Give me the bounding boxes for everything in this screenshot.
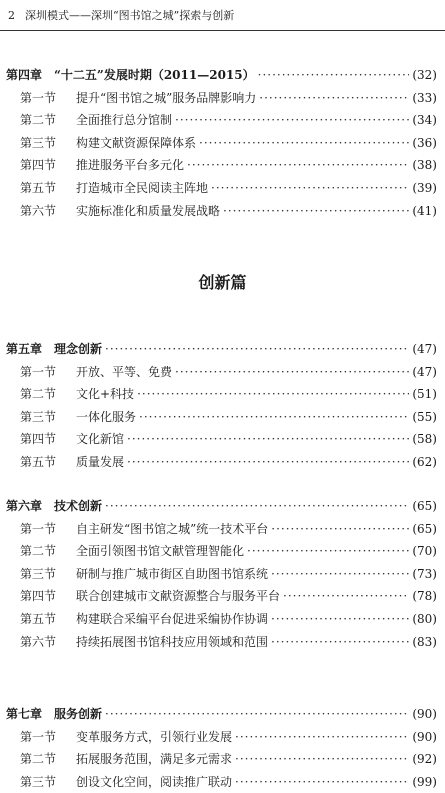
toc-section-entry[interactable] xyxy=(6,726,437,749)
entry-title: 理念创新 xyxy=(54,342,103,356)
toc-section-entry[interactable] xyxy=(6,563,437,586)
entry-page: (65) xyxy=(412,521,437,536)
toc-chapter-entry[interactable] xyxy=(6,64,437,87)
entry-title: 实施标准化和质量发展战略 xyxy=(76,203,221,218)
entry-number: 第一节 xyxy=(20,364,57,379)
entry-number: 第四章 xyxy=(6,68,43,82)
toc-chapter-entry[interactable] xyxy=(6,495,437,518)
toc-section-entry[interactable] xyxy=(6,200,437,223)
entry-page: (47) xyxy=(412,364,437,379)
entry-page: (33) xyxy=(412,90,437,105)
entry-page: (38) xyxy=(412,158,437,173)
entry-page: (92) xyxy=(412,752,437,767)
entry-number: 第七章 xyxy=(6,707,43,721)
leader-dots xyxy=(235,748,409,771)
entry-number: 第四节 xyxy=(20,432,57,447)
toc-chapter-5 xyxy=(6,338,437,474)
toc-chapter-entry[interactable] xyxy=(6,703,437,726)
toc-section-entry[interactable] xyxy=(6,177,437,200)
toc-section-entry[interactable] xyxy=(6,518,437,541)
entry-number: 第五节 xyxy=(20,454,57,469)
toc-section-entry[interactable] xyxy=(6,154,437,177)
entry-number: 第六节 xyxy=(20,634,57,649)
entry-page: (65) xyxy=(412,499,437,513)
entry-title: 一体化服务 xyxy=(76,409,137,424)
entry-page: (80) xyxy=(412,611,437,626)
entry-number: 第三节 xyxy=(20,774,57,789)
leader-dots xyxy=(259,87,409,110)
leader-dots xyxy=(223,200,409,223)
toc-chapter-entry[interactable] xyxy=(6,338,437,361)
toc-section-entry[interactable] xyxy=(6,585,437,608)
entry-title: 推进服务平台多元化 xyxy=(76,158,185,173)
leader-dots xyxy=(139,406,409,429)
running-head xyxy=(8,8,437,24)
entry-number: 第二节 xyxy=(20,752,57,767)
entry-title: 构建联合采编平台促进采编协作协调 xyxy=(76,611,269,626)
leader-dots xyxy=(211,177,409,200)
toc-section-entry[interactable] xyxy=(6,540,437,563)
entry-title: “十二五”发展时期（2011—2015） xyxy=(54,68,255,82)
entry-title: 构建文献资源保障体系 xyxy=(76,135,197,150)
entry-page: (73) xyxy=(412,566,437,581)
entry-number: 第二节 xyxy=(20,544,57,559)
entry-page: (90) xyxy=(412,729,437,744)
entry-number: 第五章 xyxy=(6,342,43,356)
entry-number: 第二节 xyxy=(20,387,57,402)
entry-page: (83) xyxy=(412,634,437,649)
leader-dots xyxy=(137,383,409,406)
part-title: 创新篇 xyxy=(198,273,247,292)
toc-chapter-6 xyxy=(6,495,437,653)
toc-section-entry[interactable] xyxy=(6,132,437,155)
leader-dots xyxy=(247,540,409,563)
entry-page: (36) xyxy=(412,135,437,150)
entry-page: (58) xyxy=(412,432,437,447)
entry-number: 第一节 xyxy=(20,521,57,536)
book-title: 深圳模式——深圳“图书馆之城”探索与创新 xyxy=(25,9,235,22)
toc-section-entry[interactable] xyxy=(6,631,437,654)
entry-title: 全面引领图书馆文献管理智能化 xyxy=(76,544,245,559)
entry-number: 第五节 xyxy=(20,180,57,195)
toc-section-entry[interactable] xyxy=(6,748,437,771)
toc-section-entry[interactable] xyxy=(6,608,437,631)
entry-title: 提升“图书馆之城”服务品牌影响力 xyxy=(76,90,257,105)
entry-page: (47) xyxy=(412,342,437,356)
leader-dots xyxy=(271,518,409,541)
toc-chapter-4 xyxy=(6,64,437,222)
leader-dots xyxy=(235,771,409,793)
entry-title: 质量发展 xyxy=(76,454,125,469)
toc-section-entry[interactable] xyxy=(6,383,437,406)
entry-title: 联合创建城市文献资源整合与服务平台 xyxy=(76,589,281,604)
entry-title: 全面推行总分馆制 xyxy=(76,113,173,128)
toc-section-entry[interactable] xyxy=(6,451,437,474)
entry-number: 第四节 xyxy=(20,158,57,173)
entry-title: 开放、平等、免费 xyxy=(76,364,173,379)
entry-page: (39) xyxy=(412,180,437,195)
toc-section-entry[interactable] xyxy=(6,428,437,451)
leader-dots xyxy=(199,132,409,155)
entry-number: 第五节 xyxy=(20,611,57,626)
entry-title: 服务创新 xyxy=(54,707,103,721)
entry-number: 第三节 xyxy=(20,135,57,150)
entry-title: 技术创新 xyxy=(54,499,103,513)
entry-page: (90) xyxy=(412,707,437,721)
leader-dots xyxy=(271,608,409,631)
entry-number: 第六章 xyxy=(6,499,43,513)
entry-number: 第一节 xyxy=(20,729,57,744)
leader-dots xyxy=(105,703,409,726)
entry-page: (41) xyxy=(412,203,437,218)
leader-dots xyxy=(127,428,409,451)
leader-dots xyxy=(105,338,409,361)
entry-number: 第四节 xyxy=(20,589,57,604)
toc-section-entry[interactable] xyxy=(6,109,437,132)
toc-section-entry[interactable] xyxy=(6,406,437,429)
leader-dots xyxy=(235,726,409,749)
leader-dots xyxy=(271,563,409,586)
leader-dots xyxy=(258,64,410,87)
toc-section-entry[interactable] xyxy=(6,361,437,384)
entry-page: (99) xyxy=(412,774,437,789)
entry-title: 拓展服务范围，满足多元需求 xyxy=(76,752,233,767)
entry-title: 持续拓展图书馆科技应用领域和范围 xyxy=(76,634,269,649)
leader-dots xyxy=(175,361,409,384)
entry-page: (70) xyxy=(412,544,437,559)
toc-section-entry[interactable] xyxy=(6,771,437,793)
entry-title: 打造城市全民阅读主阵地 xyxy=(76,180,209,195)
entry-number: 第三节 xyxy=(20,409,57,424)
entry-number: 第一节 xyxy=(20,90,57,105)
entry-title: 创设文化空间，阅读推广联动 xyxy=(76,774,233,789)
leader-dots xyxy=(175,109,409,132)
entry-title: 文化新馆 xyxy=(76,432,125,447)
entry-number: 第三节 xyxy=(20,566,57,581)
entry-page: (32) xyxy=(412,68,437,82)
leader-dots xyxy=(271,631,409,654)
leader-dots xyxy=(283,585,409,608)
leader-dots xyxy=(105,495,409,518)
leader-dots xyxy=(127,451,409,474)
entry-number: 第六节 xyxy=(20,203,57,218)
entry-number: 第二节 xyxy=(20,113,57,128)
entry-page: (51) xyxy=(412,387,437,402)
entry-title: 自主研发“图书馆之城”统一技术平台 xyxy=(76,521,269,536)
toc-section-entry[interactable] xyxy=(6,87,437,110)
leader-dots xyxy=(187,154,409,177)
entry-page: (55) xyxy=(412,409,437,424)
header-divider xyxy=(0,30,445,31)
entry-page: (34) xyxy=(412,113,437,128)
toc-chapter-7 xyxy=(6,703,437,793)
entry-page: (62) xyxy=(412,454,437,469)
entry-title: 研制与推广城市街区自助图书馆系统 xyxy=(76,566,269,581)
entry-title: 文化+科技 xyxy=(76,387,135,402)
entry-page: (78) xyxy=(412,589,437,604)
page-number: 2 xyxy=(8,9,15,22)
entry-title: 变革服务方式，引领行业发展 xyxy=(76,729,233,744)
